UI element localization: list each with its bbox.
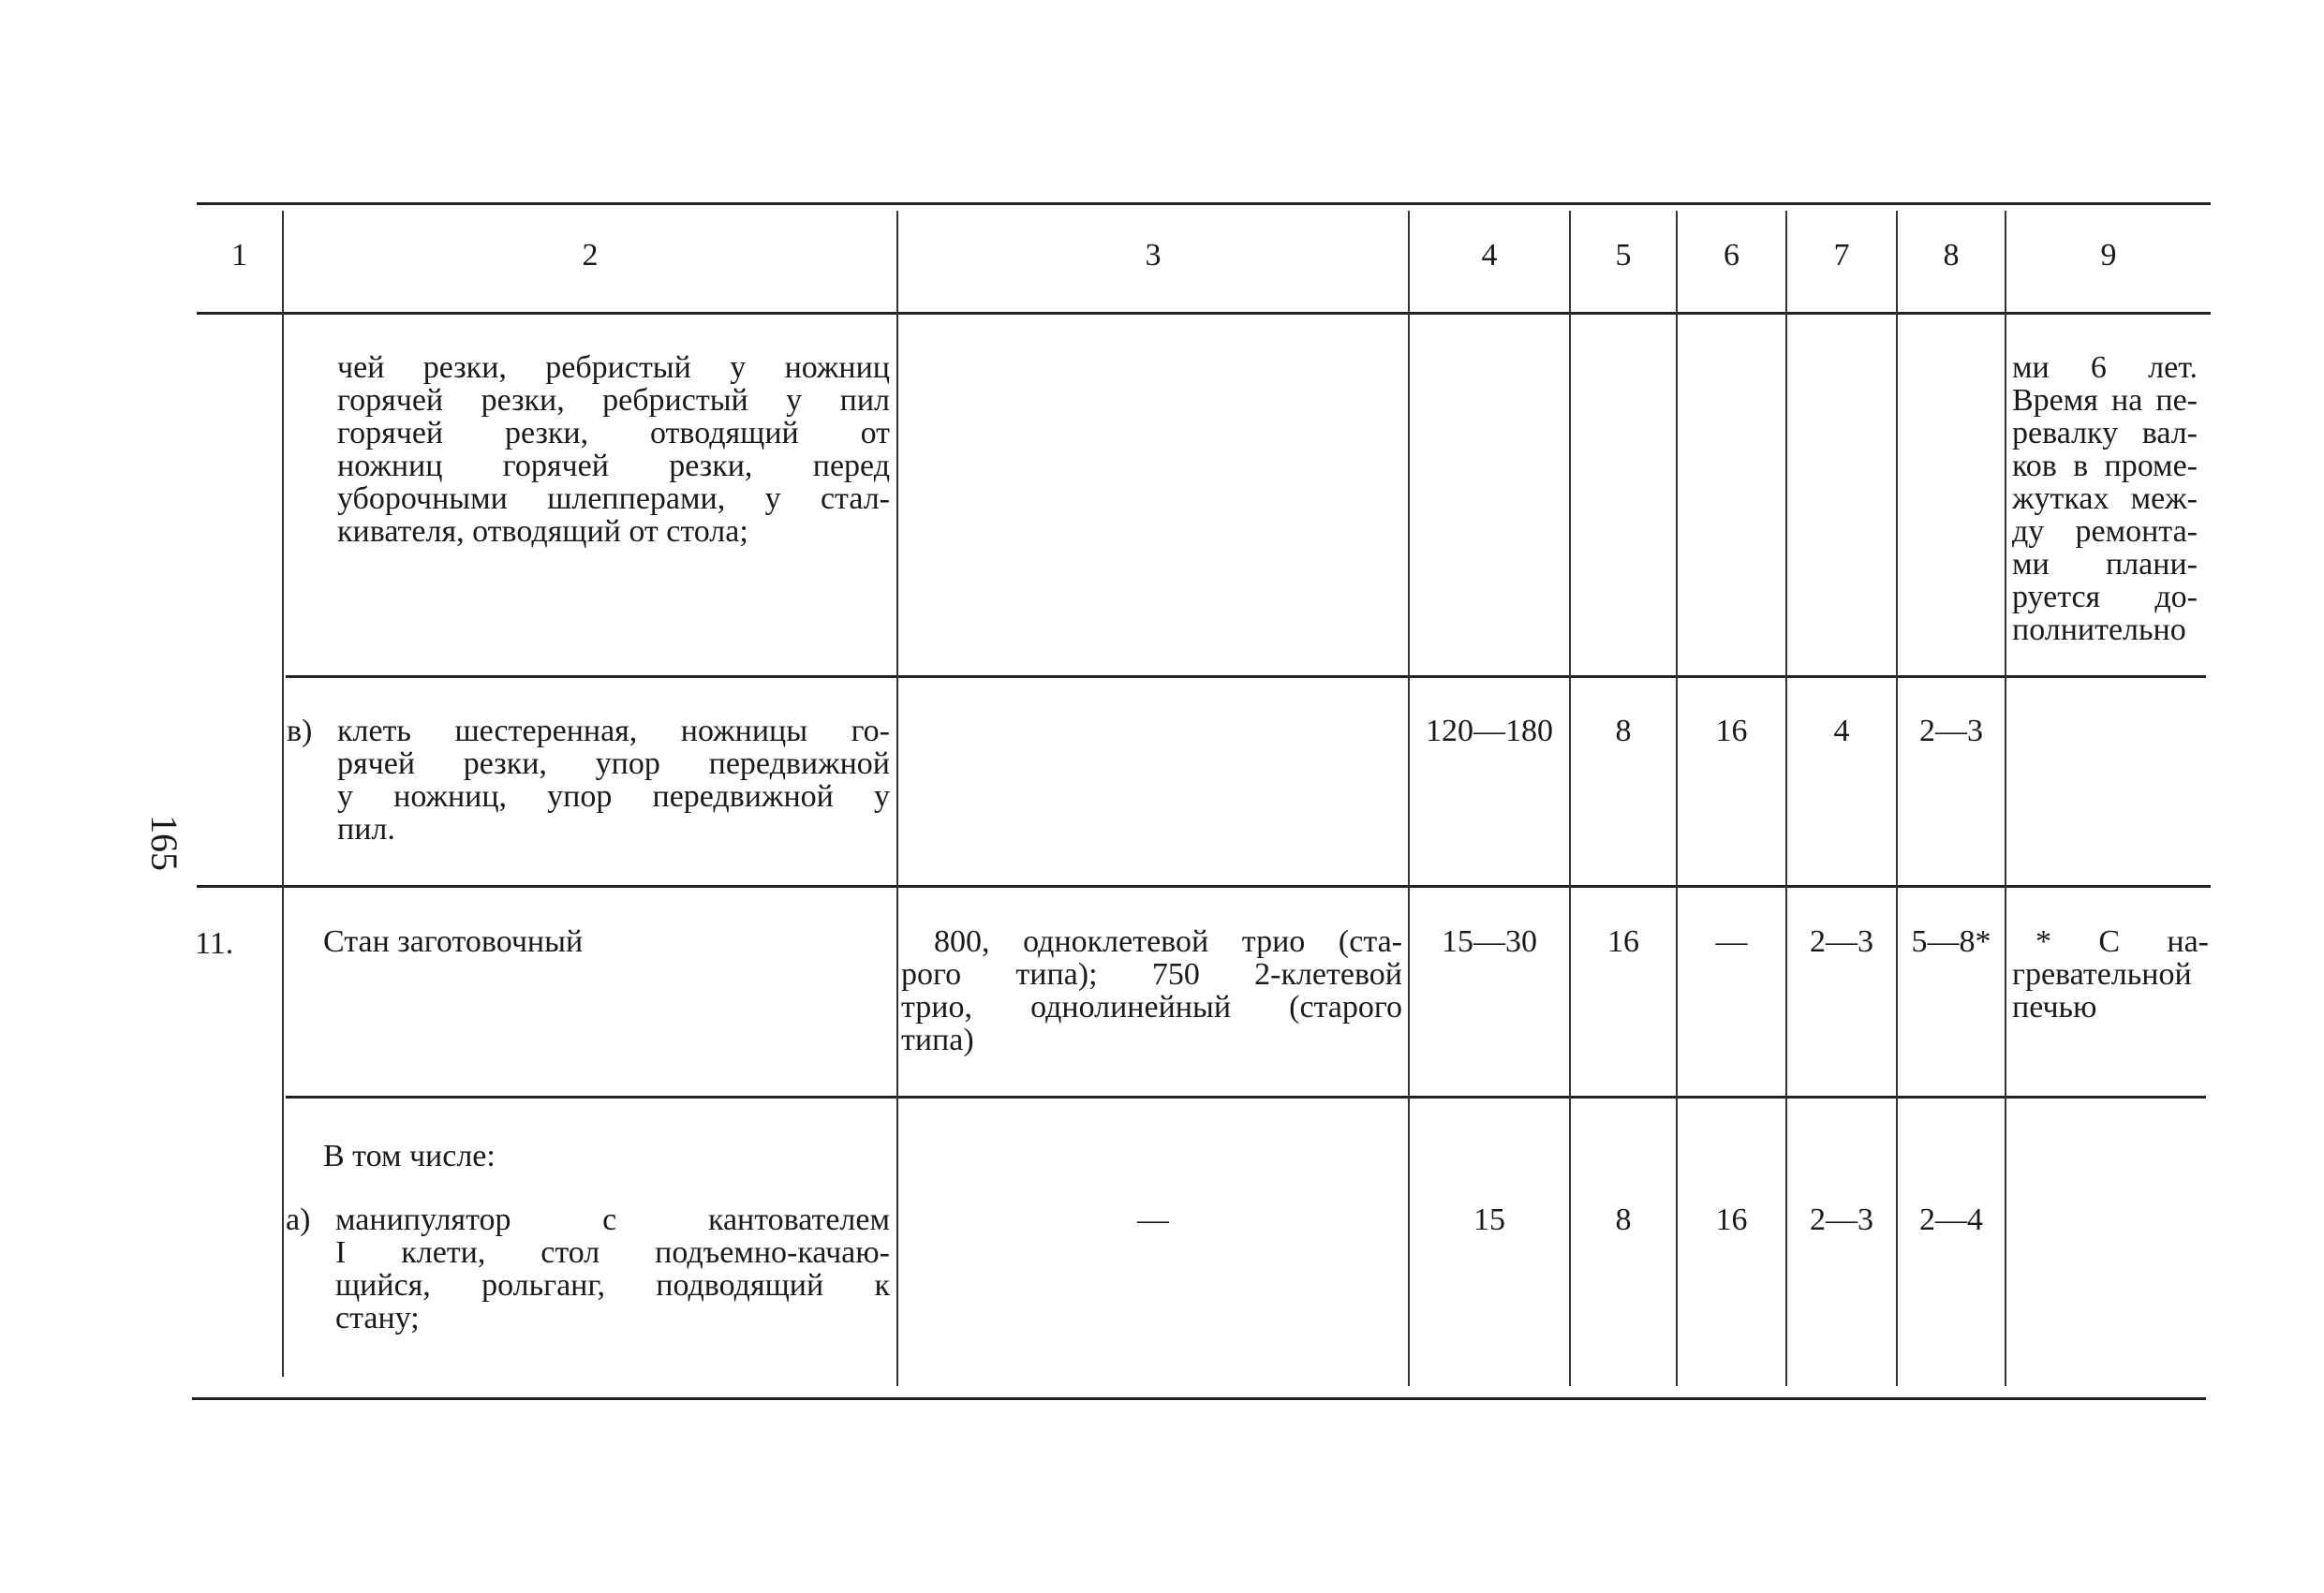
header-bottom-rule bbox=[197, 312, 2211, 315]
continuation-description bbox=[337, 351, 890, 548]
item-v-col4: 120—180 bbox=[1426, 714, 1553, 748]
text-line: трио, однолинейный (старого bbox=[901, 991, 1402, 1024]
header-col-8: 8 bbox=[1943, 238, 1960, 273]
row-number: 11. bbox=[195, 926, 234, 961]
text-line: щийся, рольганг, подводящий к bbox=[335, 1269, 890, 1302]
note-line: ми плани- bbox=[2012, 548, 2198, 581]
note-line: печью bbox=[2012, 991, 2097, 1024]
sub-a-col5: 8 bbox=[1615, 1202, 1632, 1237]
sub-a-description bbox=[335, 1203, 890, 1335]
header-col-2: 2 bbox=[582, 238, 599, 273]
item-marker: в) bbox=[287, 714, 313, 748]
item-v-col6: 16 bbox=[1715, 714, 1748, 748]
note-line: ков в проме- bbox=[2012, 450, 2198, 482]
row-11-spec bbox=[901, 925, 1402, 1056]
header-col-3: 3 bbox=[1145, 238, 1162, 273]
note-line: жутках меж- bbox=[2012, 482, 2198, 515]
table-top-rule bbox=[197, 202, 2211, 205]
header-col-6: 6 bbox=[1724, 238, 1739, 273]
text-line: пил. bbox=[337, 813, 395, 846]
sub-intro: В том числе: bbox=[323, 1139, 496, 1173]
sub-a-col6: 16 bbox=[1715, 1202, 1748, 1237]
text-line: I клети, стол подъемно-качаю- bbox=[335, 1236, 890, 1269]
note-line: полнительно bbox=[2012, 613, 2186, 646]
table-bottom-rule bbox=[192, 1397, 2206, 1400]
subrow-divider-rule bbox=[286, 675, 2206, 678]
item-marker: а) bbox=[286, 1202, 311, 1237]
text-line: 800, одноклетевой трио (ста- bbox=[934, 925, 1402, 958]
text-line: кивателя, отводящий от стола; bbox=[337, 515, 748, 548]
continuation-note bbox=[2012, 351, 2198, 646]
item-v-col7: 4 bbox=[1833, 714, 1850, 748]
text-line: ножниц горячей резки, перед bbox=[337, 450, 890, 482]
row-11-col5: 16 bbox=[1607, 924, 1639, 959]
header-col-7: 7 bbox=[1833, 238, 1850, 273]
text-line: рячей резки, упор передвижной bbox=[337, 747, 890, 780]
sub-a-col7: 2—3 bbox=[1810, 1202, 1873, 1237]
text-line: горячей резки, ребристый у пил bbox=[337, 384, 890, 417]
header-col-4: 4 bbox=[1481, 238, 1498, 273]
note-line: ревалку вал- bbox=[2012, 417, 2198, 450]
header-col-1: 1 bbox=[231, 238, 247, 273]
row-11-col6: — bbox=[1715, 924, 1748, 959]
text-line: горячей резки, отводящий от bbox=[337, 417, 890, 450]
column-rule-8 bbox=[2005, 211, 2006, 1386]
text-line: манипулятор с кантователем bbox=[335, 1203, 890, 1236]
note-line: гревательной bbox=[2012, 958, 2192, 991]
sub-a-col3: — bbox=[1137, 1202, 1169, 1237]
item-v-col8: 2—3 bbox=[1919, 714, 1983, 748]
text-line: чей резки, ребристый у ножниц bbox=[337, 351, 890, 384]
note-line: ми 6 лет. bbox=[2012, 351, 2198, 384]
row-divider-rule bbox=[197, 885, 2211, 888]
header-col-5: 5 bbox=[1615, 238, 1632, 273]
row-11-col8: 5—8* bbox=[1911, 924, 1991, 959]
text-line: рого типа); 750 2-клетевой bbox=[901, 958, 1402, 991]
column-rule-1 bbox=[282, 211, 284, 1377]
row-11-col4: 15—30 bbox=[1442, 924, 1537, 959]
text-line: типа) bbox=[901, 1024, 974, 1056]
text-line: уборочными шлепперами, у стал- bbox=[337, 482, 890, 515]
header-col-9: 9 bbox=[2100, 238, 2117, 273]
page-number: 165 bbox=[143, 815, 185, 871]
item-v-col5: 8 bbox=[1615, 714, 1632, 748]
text-line: у ножниц, упор передвижной у bbox=[337, 780, 890, 813]
subrow-divider-rule bbox=[286, 1096, 2206, 1099]
note-line: руется до- bbox=[2012, 581, 2198, 613]
note-line: * С на- bbox=[2035, 925, 2209, 958]
note-line: Время на пе- bbox=[2012, 384, 2198, 417]
text-line: стану; bbox=[335, 1302, 420, 1335]
item-v-description bbox=[337, 715, 890, 846]
text-line: клеть шестеренная, ножницы го- bbox=[337, 715, 890, 747]
row-11-name: Стан заготовочный bbox=[323, 924, 584, 959]
row-11-col7: 2—3 bbox=[1810, 924, 1873, 959]
sub-a-col8: 2—4 bbox=[1919, 1202, 1983, 1237]
sub-a-col4: 15 bbox=[1473, 1202, 1505, 1237]
row-11-note bbox=[2012, 925, 2209, 1024]
note-line: ду ремонта- bbox=[2012, 515, 2198, 548]
